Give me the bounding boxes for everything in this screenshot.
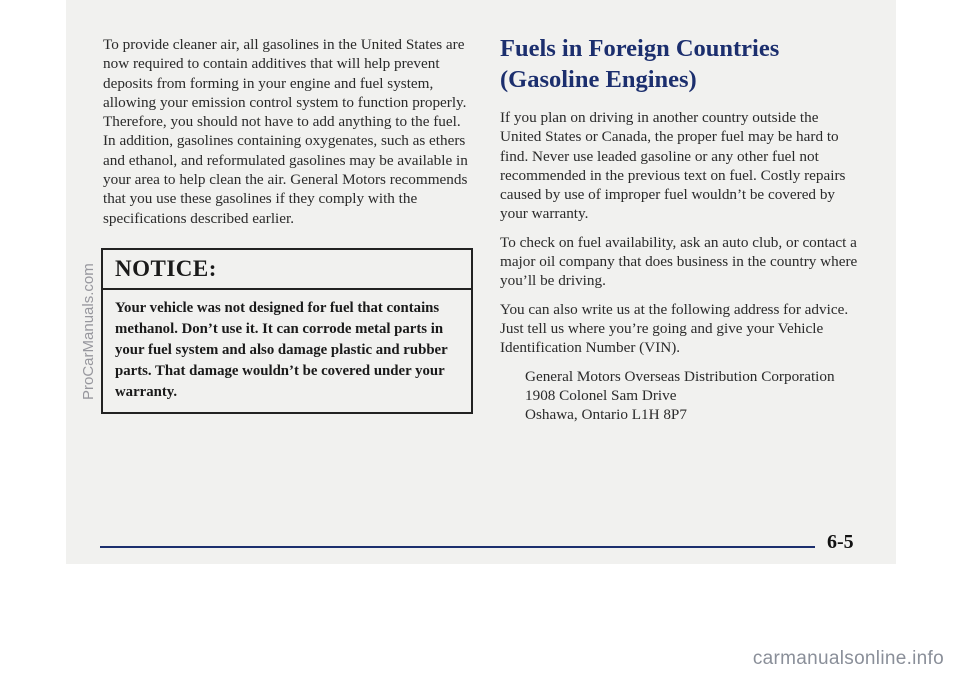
address-line-city: Oshawa, Ontario L1H 8P7 <box>525 406 687 424</box>
address-line-company: General Motors Overseas Distribution Corporation <box>525 367 835 385</box>
notice-header <box>103 250 471 290</box>
section-heading: Fuels in Foreign Countries (Gasoline Engines) <box>500 35 780 93</box>
notice-box <box>101 248 473 414</box>
paragraph-fuel-availability: To check on fuel availability, ask an auto club, or contact a major oil company that does business in the country where you’ll be driving. <box>500 233 858 290</box>
bottom-watermark-link[interactable]: carmanualsonline.info <box>752 648 944 669</box>
notice-title: NOTICE: <box>115 256 217 281</box>
address-line-street: 1908 Colonel Sam Drive <box>525 386 677 404</box>
footer-rule <box>100 546 815 548</box>
paragraph-foreign-fuel: If you plan on driving in another country outside the United States or Canada, the proper fuel may be hard to find. Never use leaded gasoline or any other fuel not recommended in the previous text on fuel. Costly repairs caused by use of improper fuel wouldn’t be covered by your warranty. <box>500 109 846 223</box>
page-number: 6-5 <box>827 531 854 553</box>
paragraph-write-us: You can also write us at the following address for advice. Just tell us where you’re going and give your Vehicle Identification Number (VIN). <box>500 300 849 357</box>
notice-body: Your vehicle was not designed for fuel that contains methanol. Don’t use it. It can corrode metal parts in your fuel system and also damage plastic and rubber parts. That damage wouldn’t be covered under your warranty. <box>115 300 448 400</box>
address-block <box>525 367 860 425</box>
right-column <box>500 33 860 424</box>
intro-paragraph: To provide cleaner air, all gasolines in the United States are now required to contain additives that will help prevent deposits from forming in your engine and fuel system, allowing your emission control system to function properly. Therefore, you should not have to add anything to the fuel. In addition, gasolines containing oxygenates, such as ethers and ethanol, and reformulated gasolines may be available in your area to help clean the air. General Motors recommends that you use these gasolines if they comply with the specifications described earlier. <box>103 36 468 227</box>
vertical-watermark: ProCarManuals.com <box>80 263 97 400</box>
left-column <box>103 35 475 228</box>
